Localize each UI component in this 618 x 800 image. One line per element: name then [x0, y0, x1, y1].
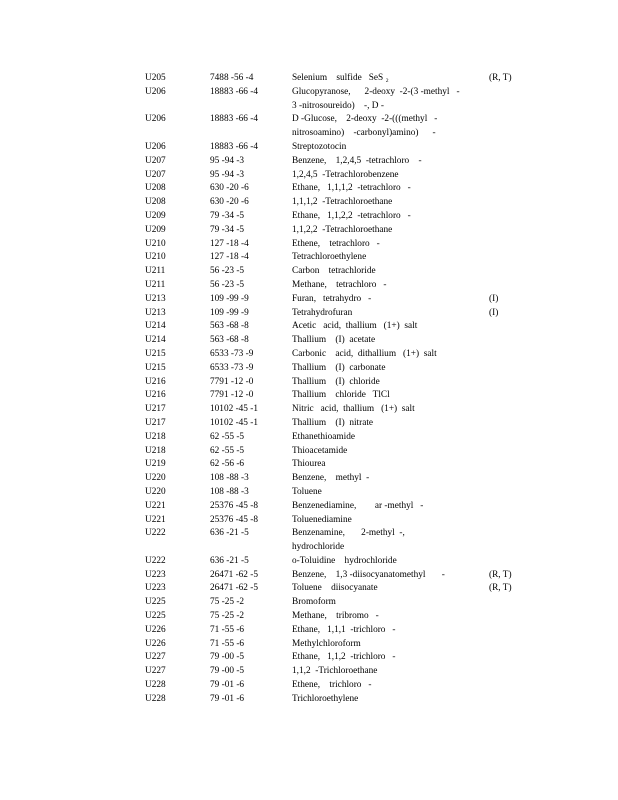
substance-name: Streptozotocin	[292, 141, 347, 152]
waste-code: U209	[145, 210, 166, 221]
table-row	[145, 651, 545, 665]
waste-code: U226	[145, 624, 166, 635]
substance-name: Benzene, methyl -	[292, 473, 370, 484]
substance-name: Ethane, 1,1,1 -trichloro -	[292, 624, 396, 635]
cas-number: 108 -88 -3	[210, 486, 249, 497]
waste-code: U211	[145, 266, 166, 277]
cas-number: 75 -25 -2	[210, 597, 245, 608]
cas-number: 6533 -73 -9	[210, 348, 254, 359]
cas-number: 7791 -12 -0	[210, 390, 254, 401]
substance-name: Glucopyranose, 2-deoxy -2-(3 -methyl - 3 -nitrosoureido) -, D -	[292, 86, 460, 111]
table-row	[145, 362, 545, 376]
waste-code: U208	[145, 183, 166, 194]
cas-number: 79 -01 -6	[210, 693, 245, 704]
substance-name: o-Toluidine hydrochloride	[292, 555, 397, 566]
waste-code: U221	[145, 514, 166, 525]
table-row	[145, 86, 545, 114]
waste-code: U225	[145, 611, 166, 622]
table-row	[145, 693, 545, 707]
substance-name: Ethanethioamide	[292, 431, 355, 442]
cas-number: 56 -23 -5	[210, 266, 245, 277]
hazard-code: (R, T)	[489, 73, 512, 83]
waste-code: U215	[145, 362, 166, 373]
substance-name: Bromoform	[292, 597, 336, 608]
substance-name: Benzenediamine, ar -methyl -	[292, 500, 424, 511]
table-row	[145, 458, 545, 472]
cas-number: 563 -68 -8	[210, 321, 249, 332]
table-row	[145, 307, 545, 321]
substance-name: Benzene, 1,3 -diisocyanatomethyl -	[292, 569, 445, 580]
substance-name: Ethene, tetrachloro -	[292, 238, 380, 249]
waste-code: U218	[145, 431, 166, 442]
hazard-code: (R, T)	[489, 583, 512, 594]
cas-number: 62 -55 -5	[210, 445, 245, 456]
hazardous-waste-table	[145, 72, 545, 707]
table-row	[145, 403, 545, 417]
substance-name: Thiourea	[292, 459, 326, 470]
waste-code: U217	[145, 404, 166, 415]
substance-name: 1,1,2,2 -Tetrachloroethane	[292, 224, 393, 235]
table-row	[145, 251, 545, 265]
table-row	[145, 334, 545, 348]
cas-number: 75 -25 -2	[210, 611, 245, 622]
substance-name: Ethane, 1,1,2 -trichloro -	[292, 652, 396, 663]
table-row	[145, 265, 545, 279]
substance-name: Thallium (I) chloride	[292, 376, 380, 387]
cas-number: 95 -94 -3	[210, 169, 245, 180]
substance-name: Trichloroethylene	[292, 693, 359, 704]
table-row	[145, 514, 545, 528]
cas-number: 26471 -62 -5	[210, 583, 259, 594]
table-row	[145, 155, 545, 169]
substance-name: 1,1,2 -Trichloroethane	[292, 666, 378, 677]
cas-number: 25376 -45 -8	[210, 514, 259, 525]
table-row	[145, 113, 545, 141]
substance-name: D -Glucose, 2-deoxy -2-(((methyl - nitrosoamino) -carbonyl)amino) -	[292, 114, 438, 139]
substance-name: Acetic acid, thallium (1+) salt	[292, 321, 418, 332]
cas-number: 25376 -45 -8	[210, 500, 259, 511]
waste-code: U213	[145, 293, 166, 304]
cas-number: 10102 -45 -1	[210, 417, 259, 428]
waste-code: U208	[145, 197, 166, 208]
substance-name: Benzene, 1,2,4,5 -tetrachloro -	[292, 155, 422, 166]
waste-code: U218	[145, 445, 166, 456]
waste-code: U210	[145, 238, 166, 249]
table-row	[145, 389, 545, 403]
waste-code: U209	[145, 224, 166, 235]
waste-code: U222	[145, 528, 166, 539]
waste-code: U217	[145, 417, 166, 428]
table-row	[145, 348, 545, 362]
cas-number: 109 -99 -9	[210, 293, 249, 304]
cas-number: 109 -99 -9	[210, 307, 249, 318]
table-row	[145, 169, 545, 183]
table-row	[145, 500, 545, 514]
waste-code: U205	[145, 73, 166, 83]
substance-name: Tetrahydrofuran	[292, 307, 353, 318]
table-row	[145, 638, 545, 652]
substance-name: Carbonic acid, dithallium (1+) salt	[292, 348, 437, 359]
substance-name: Furan, tetrahydro -	[292, 293, 372, 304]
waste-code: U220	[145, 486, 166, 497]
substance-name: Methane, tribromo -	[292, 611, 379, 622]
table-row	[145, 431, 545, 445]
table-row	[145, 320, 545, 334]
cas-number: 79 -00 -5	[210, 666, 245, 677]
table-row	[145, 679, 545, 693]
substance-name: Thallium (I) acetate	[292, 335, 376, 346]
table-row	[145, 596, 545, 610]
table-row	[145, 486, 545, 500]
substance-name: Benzenamine, 2-methyl -, hydrochloride	[292, 528, 405, 553]
cas-number: 79 -34 -5	[210, 210, 245, 221]
cas-number: 71 -55 -6	[210, 624, 245, 635]
substance-name: Thallium (I) carbonate	[292, 362, 386, 373]
substance-name: Toluene diisocyanate	[292, 583, 378, 594]
cas-number: 630 -20 -6	[210, 183, 249, 194]
cas-number: 62 -55 -5	[210, 431, 245, 442]
substance-name: Thioacetamide	[292, 445, 348, 456]
waste-code: U220	[145, 473, 166, 484]
substance-name: Methane, tetrachloro -	[292, 279, 387, 290]
table-row	[145, 182, 545, 196]
waste-code: U207	[145, 169, 166, 180]
substance-name: Tetrachloroethylene	[292, 252, 367, 263]
table-row	[145, 72, 545, 86]
waste-code: U214	[145, 335, 166, 346]
cas-number: 636 -21 -5	[210, 528, 249, 539]
waste-code: U226	[145, 638, 166, 649]
cas-number: 108 -88 -3	[210, 473, 249, 484]
waste-code: U228	[145, 680, 166, 691]
cas-number: 95 -94 -3	[210, 155, 245, 166]
waste-code: U206	[145, 141, 166, 152]
waste-code: U222	[145, 555, 166, 566]
substance-name: 1,1,1,2 -Tetrachloroethane	[292, 197, 393, 208]
cas-number: 18883 -66 -4	[210, 86, 259, 97]
table-row	[145, 293, 545, 307]
waste-code: U223	[145, 569, 166, 580]
waste-code: U216	[145, 376, 166, 387]
waste-code: U225	[145, 597, 166, 608]
cas-number: 127 -18 -4	[210, 252, 249, 263]
substance-name: Toluenediamine	[292, 514, 352, 525]
hazard-code: (I)	[489, 293, 499, 304]
cas-number: 18883 -66 -4	[210, 114, 259, 125]
cas-number: 7791 -12 -0	[210, 376, 254, 387]
substance-name: Ethene, trichloro -	[292, 680, 372, 691]
waste-code: U206	[145, 86, 166, 97]
table-row	[145, 555, 545, 569]
waste-code: U221	[145, 500, 166, 511]
waste-code: U215	[145, 348, 166, 359]
waste-code: U207	[145, 155, 166, 166]
substance-name: 1,2,4,5 -Tetrachlorobenzene	[292, 169, 399, 180]
table-row	[145, 210, 545, 224]
cas-number: 10102 -45 -1	[210, 404, 259, 415]
table-row	[145, 610, 545, 624]
cas-number: 62 -56 -6	[210, 459, 245, 470]
substance-name: Thallium chloride TlCl	[292, 390, 390, 401]
table-row	[145, 582, 545, 596]
substance-name: Thallium (I) nitrate	[292, 417, 374, 428]
substance-name: Ethane, 1,1,1,2 -tetrachloro -	[292, 183, 411, 194]
cas-number: 636 -21 -5	[210, 555, 249, 566]
cas-number: 127 -18 -4	[210, 238, 249, 249]
table-row	[145, 238, 545, 252]
table-row	[145, 665, 545, 679]
substance-name: Carbon tetrachloride	[292, 266, 376, 277]
table-row	[145, 527, 545, 555]
waste-code: U227	[145, 666, 166, 677]
substance-name: Toluene	[292, 486, 322, 497]
waste-code: U227	[145, 652, 166, 663]
cas-number: 79 -00 -5	[210, 652, 245, 663]
waste-code: U206	[145, 114, 166, 125]
cas-number: 79 -34 -5	[210, 224, 245, 235]
cas-number: 630 -20 -6	[210, 197, 249, 208]
table-row	[145, 376, 545, 390]
table-row	[145, 445, 545, 459]
substance-name: Methylchloroform	[292, 638, 361, 649]
cas-number: 563 -68 -8	[210, 335, 249, 346]
hazard-code: (I)	[489, 307, 499, 318]
table-row	[145, 196, 545, 210]
substance-name: Ethane, 1,1,2,2 -tetrachloro -	[292, 210, 411, 221]
cas-number: 26471 -62 -5	[210, 569, 259, 580]
cas-number: 6533 -73 -9	[210, 362, 254, 373]
waste-code: U219	[145, 459, 166, 470]
substance-name: Selenium sulfide SeS ₂	[292, 73, 389, 83]
substance-name: Nitric acid, thallium (1+) salt	[292, 404, 415, 415]
waste-code: U223	[145, 583, 166, 594]
cas-number: 7488 -56 -4	[210, 73, 254, 83]
waste-code: U214	[145, 321, 166, 332]
table-row	[145, 417, 545, 431]
waste-code: U211	[145, 279, 166, 290]
waste-code: U210	[145, 252, 166, 263]
cas-number: 18883 -66 -4	[210, 141, 259, 152]
hazard-code: (R, T)	[489, 569, 512, 580]
waste-code: U213	[145, 307, 166, 318]
waste-code: U228	[145, 693, 166, 704]
cas-number: 71 -55 -6	[210, 638, 245, 649]
table-row	[145, 141, 545, 155]
table-row	[145, 472, 545, 486]
cas-number: 56 -23 -5	[210, 279, 245, 290]
cas-number: 79 -01 -6	[210, 680, 245, 691]
table-row	[145, 624, 545, 638]
table-row	[145, 569, 545, 583]
table-row	[145, 279, 545, 293]
table-row	[145, 224, 545, 238]
waste-code: U216	[145, 390, 166, 401]
